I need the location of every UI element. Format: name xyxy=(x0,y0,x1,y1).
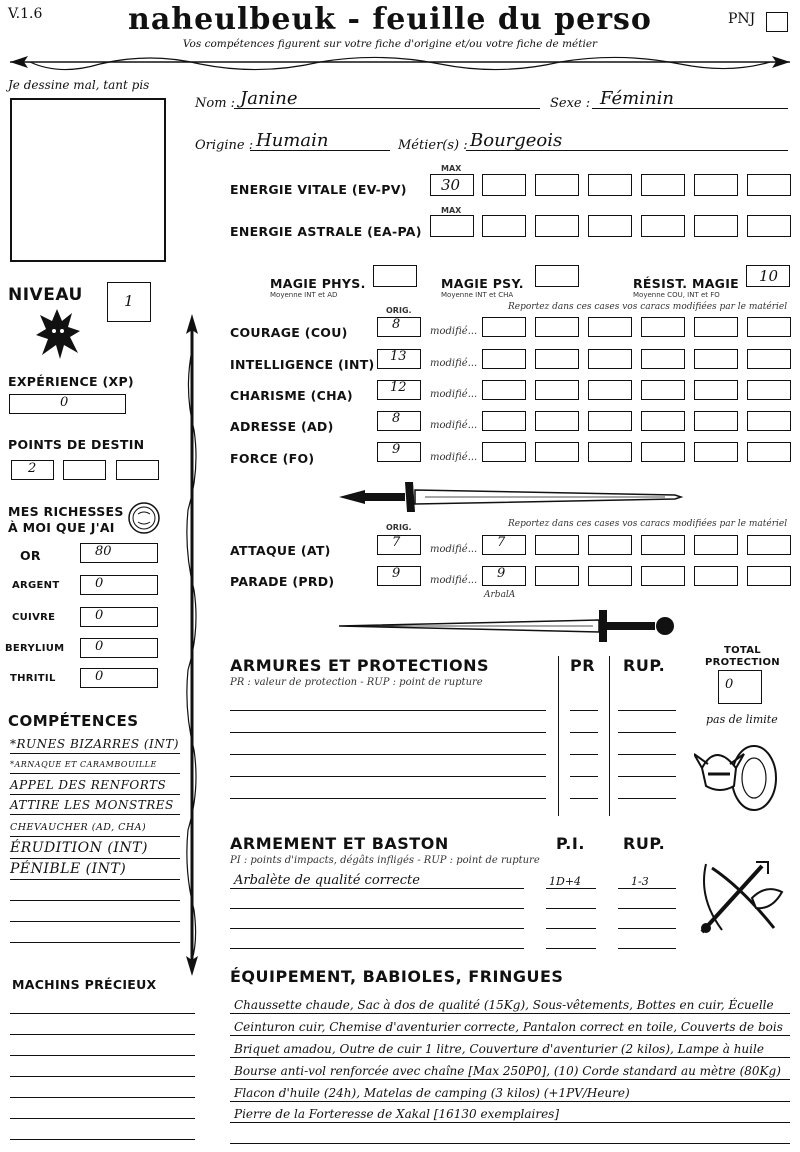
magie-phys-box[interactable] xyxy=(373,265,417,287)
argent-label: ARGENT xyxy=(12,580,60,591)
ev-box-5[interactable] xyxy=(694,174,738,196)
weapon-rup[interactable]: 1-3 xyxy=(631,875,649,888)
ad-label: ADRESSE (AD) xyxy=(230,419,334,434)
total-protection-label-2: PROTECTION xyxy=(705,657,780,668)
int-value: 13 xyxy=(390,349,407,364)
armure-rup-line xyxy=(618,798,676,799)
caracs-orig-label: ORIG. xyxy=(386,306,412,315)
cou-mod-box-6[interactable] xyxy=(747,317,791,337)
int-mod-box-4[interactable] xyxy=(641,349,685,369)
armement-rup-header: RUP. xyxy=(623,834,666,853)
ev-max-label: MAX xyxy=(441,164,462,173)
cou-mod-box-4[interactable] xyxy=(641,317,685,337)
ad-value: 8 xyxy=(392,411,401,426)
cha-mod-box-5[interactable] xyxy=(694,380,738,400)
caracs-note: Reportez dans ces cases vos caracs modifiées par le matériel xyxy=(508,302,788,312)
cuivre-label: CUIVRE xyxy=(12,612,56,623)
armures-col-divider xyxy=(609,656,610,816)
berylium-value: 0 xyxy=(95,639,104,654)
at-modifie-label: modifié... xyxy=(430,544,478,555)
niveau-box[interactable] xyxy=(107,282,151,322)
armement-pi-header: P.I. xyxy=(556,834,585,853)
armement-rup-line xyxy=(618,888,676,889)
armure-rup-line xyxy=(618,732,676,733)
experience-box[interactable] xyxy=(9,394,126,414)
ea-box-1[interactable] xyxy=(482,215,526,237)
fo-mod-box-1[interactable] xyxy=(482,442,526,462)
armure-rup-line xyxy=(618,754,676,755)
portrait-caption: Je dessine mal, tant pis xyxy=(8,78,150,92)
prd-mod-value: 9 xyxy=(497,566,506,581)
armement-label: ARMEMENT ET BASTON xyxy=(230,834,449,853)
fo-box[interactable] xyxy=(377,442,421,462)
ev-box-1[interactable] xyxy=(482,174,526,196)
competence-item[interactable]: ATTIRE LES MONSTRES xyxy=(10,798,174,812)
thritil-label: THRITIL xyxy=(10,673,56,684)
prd-label: PARADE (PRD) xyxy=(230,574,335,589)
berylium-box[interactable] xyxy=(80,638,158,658)
pnj-label: PNJ xyxy=(728,11,756,27)
competences-label: COMPÉTENCES xyxy=(8,712,139,730)
armure-rup-line xyxy=(618,776,676,777)
ad-mod-box-6[interactable] xyxy=(747,411,791,431)
nom-value[interactable]: Janine xyxy=(240,88,298,109)
machins-label: MACHINS PRÉCIEUX xyxy=(12,977,157,992)
equipement-underline xyxy=(230,1079,790,1080)
competence-line xyxy=(10,900,180,901)
cuivre-value: 0 xyxy=(95,608,104,623)
fo-mod-box-5[interactable] xyxy=(694,442,738,462)
competence-item[interactable]: ÉRUDITION (INT) xyxy=(10,840,148,856)
version-label: V.1.6 xyxy=(8,6,43,22)
ea-max-box[interactable] xyxy=(430,215,474,237)
portrait-frame[interactable] xyxy=(10,98,166,262)
destin-box-1[interactable] xyxy=(11,460,54,480)
fo-modifie-label: modifié... xyxy=(430,452,478,463)
magie-phys-note: Moyenne INT et AD xyxy=(270,291,338,299)
argent-value: 0 xyxy=(95,576,104,591)
at-box[interactable] xyxy=(377,535,421,555)
armure-row-line xyxy=(230,776,546,777)
cha-modifie-label: modifié... xyxy=(430,389,478,400)
prd-mod-box-1[interactable] xyxy=(482,566,526,586)
magie-psy-box[interactable] xyxy=(535,265,579,287)
niveau-label: NIVEAU xyxy=(8,285,83,305)
int-mod-box-2[interactable] xyxy=(535,349,579,369)
armures-label: ARMURES ET PROTECTIONS xyxy=(230,656,489,675)
int-mod-box-6[interactable] xyxy=(747,349,791,369)
fo-value: 9 xyxy=(392,442,401,457)
ea-box-6[interactable] xyxy=(747,215,791,237)
armement-pi-line xyxy=(546,888,596,889)
competence-item[interactable]: *ARNAQUE ET CARAMBOUILLE xyxy=(10,760,157,769)
machins-line xyxy=(10,1055,195,1056)
competence-line xyxy=(10,753,180,754)
int-mod-box-5[interactable] xyxy=(694,349,738,369)
combat-note: Reportez dans ces cases vos caracs modifiées par le matériel xyxy=(508,519,788,529)
metier-value[interactable]: Bourgeois xyxy=(470,130,563,151)
ad-mod-box-5[interactable] xyxy=(694,411,738,431)
origine-value[interactable]: Humain xyxy=(256,130,329,151)
cha-box[interactable] xyxy=(377,380,421,400)
armement-pi-line xyxy=(546,948,596,949)
armure-pr-line xyxy=(570,754,598,755)
cha-mod-box-6[interactable] xyxy=(747,380,791,400)
cha-mod-box-1[interactable] xyxy=(482,380,526,400)
dragon-icon xyxy=(32,305,82,363)
origine-label: Origine : xyxy=(195,138,254,153)
cou-mod-box-5[interactable] xyxy=(694,317,738,337)
prd-value: 9 xyxy=(392,566,401,581)
berylium-label: BERYLIUM xyxy=(5,643,65,654)
resist-magie-box[interactable] xyxy=(746,265,790,287)
cha-mod-box-4[interactable] xyxy=(641,380,685,400)
prd-mod-box-4[interactable] xyxy=(641,566,685,586)
armure-pr-line xyxy=(570,776,598,777)
armement-row-line xyxy=(230,948,524,949)
machins-line xyxy=(10,1139,195,1140)
armement-rup-line xyxy=(618,948,676,949)
origine-underline xyxy=(250,150,390,151)
metier-underline xyxy=(466,150,788,151)
equipement-underline xyxy=(230,1013,790,1014)
ea-box-5[interactable] xyxy=(694,215,738,237)
destin-value-1: 2 xyxy=(28,461,37,476)
competence-line xyxy=(10,773,180,774)
armure-rup-line xyxy=(618,710,676,711)
prd-mod-box-5[interactable] xyxy=(694,566,738,586)
at-mod-value: 7 xyxy=(497,535,506,550)
fo-mod-box-2[interactable] xyxy=(535,442,579,462)
thritil-value: 0 xyxy=(95,669,104,684)
equipement-underline xyxy=(230,1057,790,1058)
ad-mod-box-4[interactable] xyxy=(641,411,685,431)
ea-box-2[interactable] xyxy=(535,215,579,237)
armement-row-line xyxy=(230,888,524,889)
armures-pr-header: PR xyxy=(570,656,596,675)
header-vine-ornament xyxy=(0,52,800,76)
experience-label: EXPÉRIENCE (XP) xyxy=(8,374,134,389)
ev-box-3[interactable] xyxy=(588,174,632,196)
armures-note: PR : valeur de protection - RUP : point de rupture xyxy=(230,677,483,688)
fo-mod-box-6[interactable] xyxy=(747,442,791,462)
fo-mod-box-4[interactable] xyxy=(641,442,685,462)
competence-line xyxy=(10,942,180,943)
cou-mod-box-1[interactable] xyxy=(482,317,526,337)
competence-line xyxy=(10,836,180,837)
at-mod-box-3[interactable] xyxy=(588,535,632,555)
sword-icon xyxy=(335,606,685,646)
equipement-line[interactable]: Flacon d'huile (24h), Matelas de camping (3 kilos) (+1PV/Heure) xyxy=(234,1086,630,1100)
weapons-icon xyxy=(692,858,787,938)
armement-rup-line xyxy=(618,908,676,909)
cuivre-box[interactable] xyxy=(80,607,158,627)
total-protection-box[interactable] xyxy=(718,670,762,704)
argent-box[interactable] xyxy=(80,575,158,595)
ev-box-6[interactable] xyxy=(747,174,791,196)
int-mod-box-1[interactable] xyxy=(482,349,526,369)
armement-rup-line xyxy=(618,928,676,929)
prd-mod-caption: ArbalA xyxy=(484,590,516,600)
int-mod-box-3[interactable] xyxy=(588,349,632,369)
weapon-pi[interactable]: 1D+4 xyxy=(549,875,582,888)
equipement-underline xyxy=(230,1101,790,1102)
coin-icon xyxy=(126,500,162,536)
ev-max-box[interactable] xyxy=(430,174,474,196)
armure-row-line xyxy=(230,732,546,733)
at-mod-box-1[interactable] xyxy=(482,535,526,555)
equipement-underline xyxy=(230,1122,790,1123)
equipement-label: ÉQUIPEMENT, BABIOLES, FRINGUES xyxy=(230,967,564,986)
equipement-line[interactable]: Bourse anti-vol renforcée avec chaîne [Max 250P0], (10) Corde standard au mètre (80Kg) xyxy=(234,1064,781,1078)
competence-line xyxy=(10,921,180,922)
equipement-line[interactable]: Chaussette chaude, Sac à dos de qualité (15Kg), Sous-vêtements, Bottes en cuir, Écuelle xyxy=(234,998,774,1012)
ea-box-3[interactable] xyxy=(588,215,632,237)
machins-line xyxy=(10,1013,195,1014)
total-protection-label-1: TOTAL xyxy=(724,645,761,656)
resist-magie-note: Moyenne COU, INT et FO xyxy=(633,291,720,299)
at-mod-box-5[interactable] xyxy=(694,535,738,555)
weapon-name[interactable]: Arbalète de qualité correcte xyxy=(234,873,420,888)
sword-icon xyxy=(335,478,685,516)
armure-pr-line xyxy=(570,710,598,711)
sexe-value[interactable]: Féminin xyxy=(600,88,674,109)
destin-box-3[interactable] xyxy=(116,460,159,480)
armement-pi-line xyxy=(546,928,596,929)
nom-label: Nom : xyxy=(195,96,236,111)
ad-modifie-label: modifié... xyxy=(430,420,478,431)
magie-psy-label: MAGIE PSY. xyxy=(441,276,524,291)
prd-box[interactable] xyxy=(377,566,421,586)
pas-de-limite-note: pas de limite xyxy=(706,713,778,726)
magie-psy-note: Moyenne INT et CHA xyxy=(441,291,514,299)
competence-line xyxy=(10,794,180,795)
equipement-underline xyxy=(230,1143,790,1144)
magie-phys-label: MAGIE PHYS. xyxy=(270,276,366,291)
thritil-box[interactable] xyxy=(80,668,158,688)
ev-box-4[interactable] xyxy=(641,174,685,196)
ev-box-2[interactable] xyxy=(535,174,579,196)
sexe-label: Sexe : xyxy=(550,96,591,111)
fo-label: FORCE (FO) xyxy=(230,451,315,466)
cha-mod-box-2[interactable] xyxy=(535,380,579,400)
spear-ornament xyxy=(180,310,204,980)
metier-label: Métier(s) : xyxy=(398,138,468,153)
or-box[interactable] xyxy=(80,543,158,563)
prd-modifie-label: modifié... xyxy=(430,575,478,586)
pnj-checkbox[interactable] xyxy=(766,12,788,32)
equipement-line[interactable]: Briquet amadou, Outre de cuir 1 litre, Couverture d'aventurier (2 kilos), Lampe à huile xyxy=(234,1042,764,1056)
equipement-line[interactable]: Pierre de la Forteresse de Xakal [16130 exemplaires] xyxy=(234,1107,560,1121)
or-label: OR xyxy=(20,548,41,563)
destin-label: POINTS DE DESTIN xyxy=(8,437,145,452)
ad-mod-box-3[interactable] xyxy=(588,411,632,431)
armures-col-divider xyxy=(558,656,559,816)
ad-mod-box-2[interactable] xyxy=(535,411,579,431)
ea-max-label: MAX xyxy=(441,206,462,215)
ea-box-4[interactable] xyxy=(641,215,685,237)
richesses-label-1: MES RICHESSES xyxy=(8,504,124,519)
cha-mod-box-3[interactable] xyxy=(588,380,632,400)
sheet-title: naheulbeuk - feuille du perso xyxy=(128,2,652,37)
int-label: INTELLIGENCE (INT) xyxy=(230,357,375,372)
competence-item[interactable]: *RUNES BIZARRES (INT) xyxy=(10,737,179,751)
cha-value: 12 xyxy=(390,380,407,395)
armure-pr-line xyxy=(570,732,598,733)
prd-mod-box-2[interactable] xyxy=(535,566,579,586)
machins-line xyxy=(10,1097,195,1098)
cha-label: CHARISME (CHA) xyxy=(230,388,353,403)
ev-label: ENERGIE VITALE (EV-PV) xyxy=(230,182,407,197)
or-value: 80 xyxy=(95,544,112,559)
at-mod-box-2[interactable] xyxy=(535,535,579,555)
niveau-value: 1 xyxy=(124,292,134,310)
at-mod-box-6[interactable] xyxy=(747,535,791,555)
equipement-line[interactable]: Ceinturon cuir, Chemise d'aventurier correcte, Pantalon correct en toile, Couverts de bois xyxy=(234,1020,783,1034)
armure-row-line xyxy=(230,710,546,711)
armure-row-line xyxy=(230,754,546,755)
int-box[interactable] xyxy=(377,349,421,369)
resist-magie-value: 10 xyxy=(759,267,779,285)
at-label: ATTAQUE (AT) xyxy=(230,543,331,558)
prd-mod-box-6[interactable] xyxy=(747,566,791,586)
armement-row-line xyxy=(230,908,524,909)
armure-row-line xyxy=(230,798,546,799)
helmet-shield-icon xyxy=(694,728,784,818)
ad-mod-box-1[interactable] xyxy=(482,411,526,431)
ev-max-value: 30 xyxy=(441,176,461,194)
competence-item[interactable]: CHEVAUCHER (AD, CHA) xyxy=(10,822,147,833)
armement-note: PI : points d'impacts, dégâts infligés - RUP : point de rupture xyxy=(230,855,540,866)
destin-box-2[interactable] xyxy=(63,460,106,480)
at-mod-box-4[interactable] xyxy=(641,535,685,555)
armement-pi-line xyxy=(546,908,596,909)
experience-value: 0 xyxy=(60,395,69,410)
cou-mod-box-2[interactable] xyxy=(535,317,579,337)
competence-line xyxy=(10,879,180,880)
fo-mod-box-3[interactable] xyxy=(588,442,632,462)
competence-item[interactable]: APPEL DES RENFORTS xyxy=(10,778,167,792)
ad-box[interactable] xyxy=(377,411,421,431)
competence-line xyxy=(10,858,180,859)
sheet-subtitle: Vos compétences figurent sur votre fiche d'origine et/ou votre fiche de métier xyxy=(182,38,598,50)
cou-value: 8 xyxy=(392,317,401,332)
cou-box[interactable] xyxy=(377,317,421,337)
ea-label: ENERGIE ASTRALE (EA-PA) xyxy=(230,224,422,239)
int-modifie-label: modifié... xyxy=(430,358,478,369)
combat-orig-label: ORIG. xyxy=(386,523,412,532)
sexe-underline xyxy=(592,108,788,109)
machins-line xyxy=(10,1034,195,1035)
competence-item[interactable]: PÉNIBLE (INT) xyxy=(10,861,127,877)
at-value: 7 xyxy=(392,535,401,550)
cou-label: COURAGE (COU) xyxy=(230,325,348,340)
prd-mod-box-3[interactable] xyxy=(588,566,632,586)
competence-line xyxy=(10,814,180,815)
equipement-underline xyxy=(230,1035,790,1036)
armure-pr-line xyxy=(570,798,598,799)
armures-rup-header: RUP. xyxy=(623,656,666,675)
cou-modifie-label: modifié... xyxy=(430,326,478,337)
machins-line xyxy=(10,1076,195,1077)
machins-line xyxy=(10,1118,195,1119)
armement-row-line xyxy=(230,928,524,929)
nom-underline xyxy=(234,108,540,109)
total-protection-value: 0 xyxy=(725,677,734,692)
cou-mod-box-3[interactable] xyxy=(588,317,632,337)
resist-magie-label: RÉSIST. MAGIE xyxy=(633,276,740,291)
richesses-label-2: À MOI QUE J'AI xyxy=(8,520,115,535)
